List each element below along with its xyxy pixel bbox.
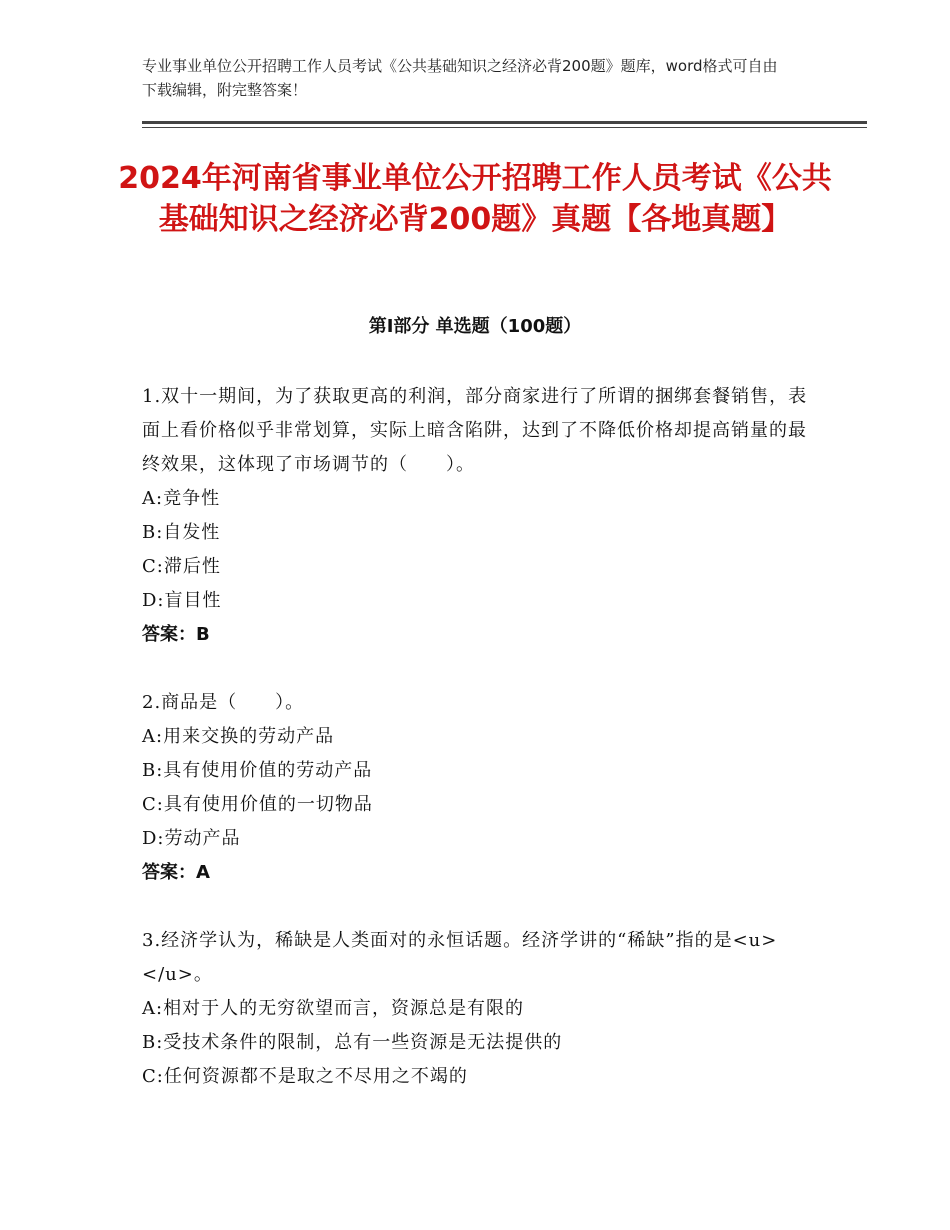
- option-b: B:受技术条件的限制，总有一些资源是无法提供的: [142, 1032, 563, 1053]
- option-d: D:盲目性: [142, 590, 222, 611]
- header-rule-thick: [142, 121, 867, 124]
- option-b: B:具有使用价值的劳动产品: [142, 760, 373, 781]
- question-3: [142, 924, 822, 1094]
- header-note: 专业事业单位公开招聘工作人员考试《公共基础知识之经济必背200题》题库，word格式可自由下载编辑，附完整答案！: [142, 57, 778, 99]
- question-1: [142, 380, 822, 652]
- answer: 答案：B: [142, 624, 210, 645]
- option-c: C:滞后性: [142, 556, 221, 577]
- question-stem: 2.商品是（ ）。: [142, 692, 305, 713]
- option-d: D:劳动产品: [142, 828, 241, 849]
- answer: 答案：A: [142, 862, 210, 883]
- question-2: [142, 686, 822, 890]
- option-c: C:具有使用价值的一切物品: [142, 794, 373, 815]
- header-rule-thin: [142, 127, 867, 128]
- document-title: 2024年河南省事业单位公开招聘工作人员考试《公共基础知识之经济必背200题》真题【各地真题】: [118, 161, 832, 237]
- option-a: A:相对于人的无穷欲望而言，资源总是有限的: [142, 998, 525, 1019]
- question-stem: 3.经济学认为，稀缺是人类面对的永恒话题。经济学讲的“稀缺”指的是<u> </u>。: [142, 930, 816, 985]
- option-a: A:用来交换的劳动产品: [142, 726, 335, 747]
- option-a: A:竞争性: [142, 488, 221, 509]
- question-stem: 1.双十一期间，为了获取更高的利润，部分商家进行了所谓的捆绑套餐销售，表面上看价格似乎非常划算，实际上暗含陷阱，达到了不降低价格却提高销量的最终效果，这体现了市场调节的（ ）。: [142, 386, 808, 475]
- option-b: B:自发性: [142, 522, 221, 543]
- section-heading: 第Ⅰ部分 单选题（100题）: [368, 316, 582, 337]
- option-c: C:任何资源都不是取之不尽用之不竭的: [142, 1066, 468, 1087]
